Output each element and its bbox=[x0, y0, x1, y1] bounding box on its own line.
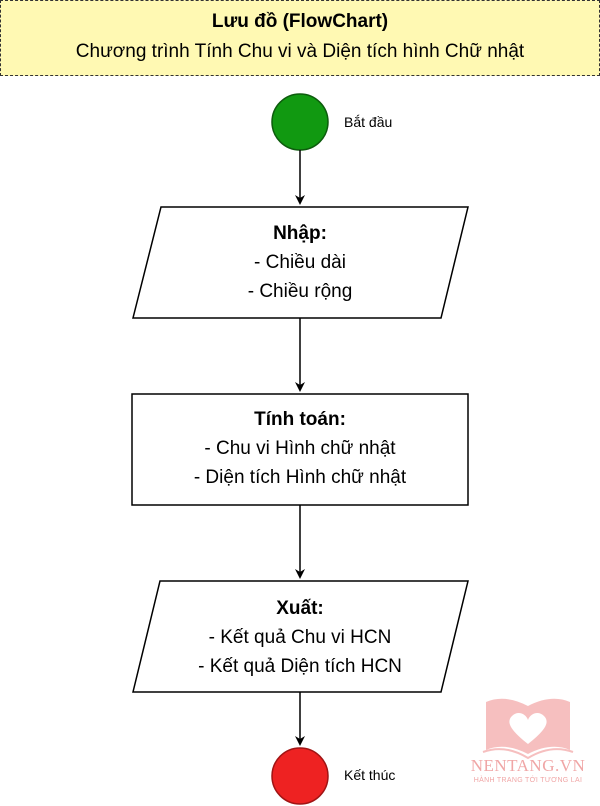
end-node bbox=[272, 748, 328, 804]
watermark-brand: NENTANG.VN bbox=[470, 756, 586, 775]
input-text bbox=[150, 219, 450, 306]
input-heading: Nhập: bbox=[273, 223, 327, 244]
process-line: - Chu vi Hình chữ nhật bbox=[204, 438, 396, 459]
process-line: - Diện tích Hình chữ nhật bbox=[193, 467, 407, 488]
output-heading: Xuất: bbox=[276, 598, 324, 619]
output-line: - Kết quả Diện tích HCN bbox=[198, 656, 402, 677]
output-line: - Kết quả Chu vi HCN bbox=[208, 627, 392, 648]
start-label: Bắt đầu bbox=[344, 114, 393, 130]
output-text bbox=[150, 594, 450, 681]
watermark bbox=[468, 688, 588, 788]
diagram-title: Lưu đồ (FlowChart) bbox=[211, 11, 389, 32]
process-text bbox=[132, 405, 468, 492]
end-label: Kết thúc bbox=[344, 767, 396, 783]
process-heading: Tính toán: bbox=[254, 409, 346, 430]
input-line: - Chiều rộng bbox=[247, 281, 353, 302]
diagram-subtitle: Chương trình Tính Chu vi và Diện tích hình Chữ nhật bbox=[75, 41, 525, 62]
watermark-slogan: HÀNH TRANG TỚI TƯƠNG LAI bbox=[473, 777, 583, 784]
input-line: - Chiều dài bbox=[254, 252, 346, 273]
start-node bbox=[272, 94, 328, 150]
